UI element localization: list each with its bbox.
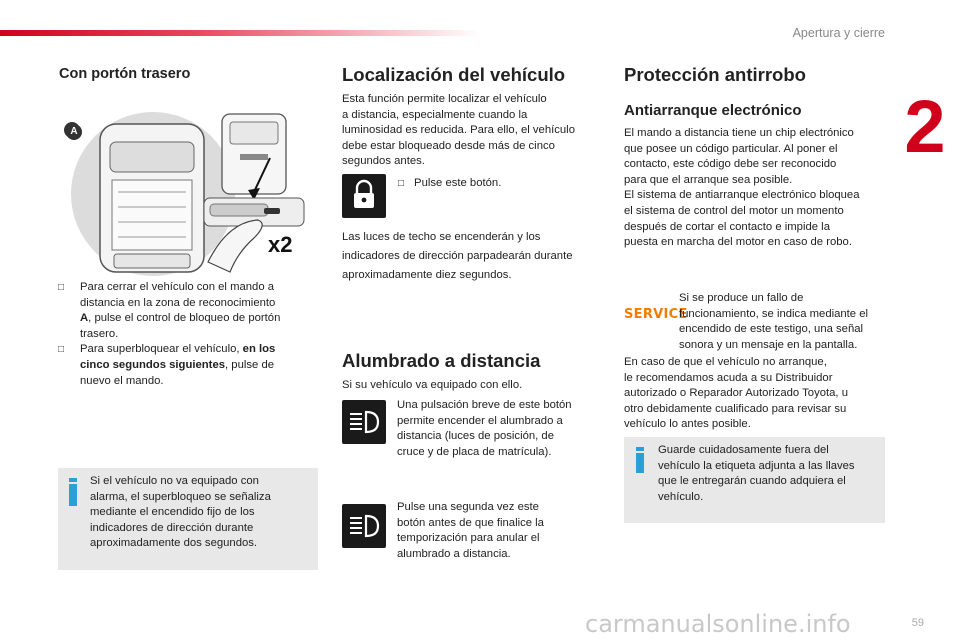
text: otro debidamente cualificado para revisar su <box>624 402 847 415</box>
text: Las luces de techo se encenderán y los <box>342 231 541 243</box>
text: Si se produce un fallo de <box>679 292 804 304</box>
text: Pulse este botón. <box>414 177 502 189</box>
text: aproximadamente dos segundos. <box>90 537 258 550</box>
text: distancia (luces de posición, de <box>397 430 554 443</box>
text: alumbrado a distancia. <box>397 547 511 560</box>
no-arranque-text <box>624 355 894 433</box>
info-box-col1 <box>58 468 318 570</box>
headlight-button-icon <box>342 400 386 444</box>
text: vehículo. <box>658 490 704 503</box>
text: sonora y un mensaje en la pantalla. <box>679 338 858 351</box>
text: indicadores de dirección parpadearán durante <box>342 250 573 262</box>
text: puesta en marcha del motor en caso de robo. <box>624 236 852 249</box>
text: El mando a distancia tiene un chip electrónico <box>624 127 854 139</box>
text: a distancia, especialmente cuando la <box>342 108 528 121</box>
text: permite encender el alumbrado a <box>397 414 563 427</box>
service-text <box>679 291 889 353</box>
top-accent-bar <box>0 30 480 36</box>
text: El sistema de antiarranque electrónico bloquea <box>624 189 860 202</box>
text: Guarde cuidadosamente fuera del <box>658 444 829 456</box>
text: debe estar bloqueado desde más de cinco <box>342 139 555 152</box>
text: vehículo la etiqueta adjunta a las llaves <box>658 459 855 472</box>
text: contacto, este código debe ser reconocido <box>624 158 837 171</box>
text: autorizado o Reparador Autorizado Toyota, u <box>624 387 848 400</box>
text: Esta función permite localizar el vehículo <box>342 93 547 105</box>
text: funcionamiento, se indica mediante el <box>679 307 869 320</box>
alumbrado-short-press <box>397 398 607 460</box>
text: trasero. <box>80 327 119 340</box>
text: cruce y de placa de matrícula). <box>397 445 552 458</box>
text: encendido de este testigo, una señal <box>679 323 864 336</box>
callout-a: A <box>66 124 82 140</box>
text: aproximadamente diez segundos. <box>342 269 512 281</box>
chapter-number: 2 <box>904 85 946 168</box>
text: cinco segundos siguientes <box>80 358 226 371</box>
text: después de cortar el contacto e impide la <box>624 220 830 233</box>
press-button-text <box>398 176 598 192</box>
text: , pulse el control de bloqueo de portón <box>88 312 281 325</box>
alumbrado-intro: Si su vehículo va equipado con ello. <box>342 379 523 391</box>
text: segundos antes. <box>342 155 425 168</box>
text: temporización para anular el <box>397 532 540 545</box>
text: luminosidad es reducida. Para ello, el vehículo <box>342 124 575 137</box>
text: Una pulsación breve de este botón <box>397 399 572 411</box>
heading-proteccion: Protección antirrobo <box>624 64 806 85</box>
text: mediante el encendido fijo de los <box>90 506 255 519</box>
col1-bullets <box>58 280 308 389</box>
bullet-marker-icon: □ <box>58 282 65 293</box>
text: le recomendamos acuda a su Distribuidor <box>624 371 833 384</box>
text: alarma, el superbloqueo se señaliza <box>90 490 271 503</box>
bullet-superlock <box>58 342 308 389</box>
x2-label: x2 <box>268 232 293 257</box>
subheading-antiarranque: Antiarranque electrónico <box>624 102 802 119</box>
text: A <box>80 312 89 325</box>
text: Para cerrar el vehículo con el mando a <box>80 281 275 293</box>
antiarranque-text <box>624 126 894 251</box>
info-box-col3 <box>624 437 885 523</box>
text: Si el vehículo no va equipado con <box>90 475 259 487</box>
bullet-marker-icon: □ <box>58 344 65 356</box>
lock-button-icon <box>342 174 386 218</box>
heading-localizacion: Localización del vehículo <box>342 64 566 85</box>
headlight-button-icon <box>342 504 386 548</box>
heading-alumbrado: Alumbrado a distancia <box>342 350 541 371</box>
text: el sistema de control del motor un momento <box>624 204 844 217</box>
text: botón antes de que finalice la <box>397 516 544 529</box>
bullet-close <box>58 280 308 342</box>
text: para que el arranque sea posible. <box>624 173 793 186</box>
text: en los <box>242 343 276 356</box>
text: que posee un código particular. Al poner el <box>624 142 838 155</box>
bullet-marker-icon: □ <box>398 178 405 189</box>
section-title: Apertura y cierre <box>792 26 885 40</box>
service-warning-icon: SERVICE <box>624 307 688 322</box>
text: En caso de que el vehículo no arranque, <box>624 356 827 368</box>
page-number: 59 <box>911 617 924 629</box>
info-icon <box>69 484 77 506</box>
alumbrado-second-press <box>397 500 607 562</box>
text: Para superbloquear el vehículo, <box>80 343 243 356</box>
info-icon <box>636 453 644 473</box>
text: Pulse una segunda vez este <box>397 501 539 513</box>
text: indicadores de dirección durante <box>90 521 254 534</box>
localizacion-intro <box>342 92 604 170</box>
text: vehículo lo antes posible. <box>624 418 751 431</box>
localizacion-result <box>342 228 604 285</box>
text: nuevo el mando. <box>80 374 164 387</box>
watermark: carmanualsonline.info <box>585 610 851 638</box>
text: que le entregarán cuando adquiera el <box>658 475 846 488</box>
text: , pulse de <box>225 358 275 371</box>
text: distancia en la zona de reconocimiento <box>80 296 276 309</box>
heading-con-porton: Con portón trasero <box>59 66 191 82</box>
